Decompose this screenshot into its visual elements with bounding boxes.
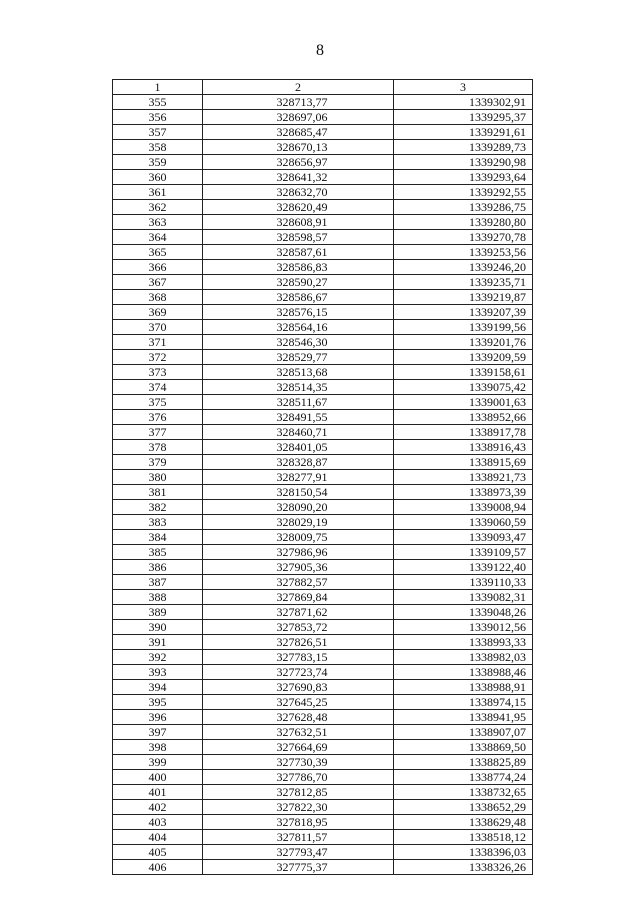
table-body	[113, 95, 533, 875]
y-coordinate-cell: 1339082,31	[394, 590, 533, 605]
x-coordinate-cell: 328598,57	[203, 230, 394, 245]
y-coordinate-cell: 1338326,26	[394, 860, 533, 875]
point-number-cell: 366	[113, 260, 203, 275]
x-coordinate-cell: 328685,47	[203, 125, 394, 140]
y-coordinate-cell: 1338921,73	[394, 470, 533, 485]
table-row	[113, 110, 533, 125]
column-header-point: 1	[113, 80, 203, 95]
point-number-cell: 382	[113, 500, 203, 515]
point-number-cell: 373	[113, 365, 203, 380]
table-row	[113, 650, 533, 665]
point-number-cell: 404	[113, 830, 203, 845]
table-row	[113, 785, 533, 800]
header-row	[113, 80, 533, 95]
x-coordinate-cell: 328514,35	[203, 380, 394, 395]
x-coordinate-cell: 327853,72	[203, 620, 394, 635]
table-row	[113, 380, 533, 395]
x-coordinate-cell: 328513,68	[203, 365, 394, 380]
x-coordinate-cell: 327664,69	[203, 740, 394, 755]
y-coordinate-cell: 1339219,87	[394, 290, 533, 305]
table-row	[113, 470, 533, 485]
point-number-cell: 372	[113, 350, 203, 365]
table-row	[113, 680, 533, 695]
y-coordinate-cell: 1338973,39	[394, 485, 533, 500]
point-number-cell: 387	[113, 575, 203, 590]
y-coordinate-cell: 1338988,91	[394, 680, 533, 695]
table-row	[113, 260, 533, 275]
y-coordinate-cell: 1338982,03	[394, 650, 533, 665]
point-number-cell: 368	[113, 290, 203, 305]
y-coordinate-cell: 1339008,94	[394, 500, 533, 515]
x-coordinate-cell: 328586,67	[203, 290, 394, 305]
x-coordinate-cell: 328150,54	[203, 485, 394, 500]
table-row	[113, 425, 533, 440]
y-coordinate-cell: 1339235,71	[394, 275, 533, 290]
x-coordinate-cell: 327812,85	[203, 785, 394, 800]
table-row	[113, 830, 533, 845]
y-coordinate-cell: 1338825,89	[394, 755, 533, 770]
x-coordinate-cell: 327793,47	[203, 845, 394, 860]
y-coordinate-cell: 1338917,78	[394, 425, 533, 440]
table-row	[113, 725, 533, 740]
column-header-x: 2	[203, 80, 394, 95]
point-number-cell: 405	[113, 845, 203, 860]
y-coordinate-cell: 1338774,24	[394, 770, 533, 785]
table-row	[113, 395, 533, 410]
x-coordinate-cell: 327986,96	[203, 545, 394, 560]
point-number-cell: 377	[113, 425, 203, 440]
point-number-cell: 364	[113, 230, 203, 245]
y-coordinate-cell: 1338518,12	[394, 830, 533, 845]
point-number-cell: 367	[113, 275, 203, 290]
point-number-cell: 403	[113, 815, 203, 830]
x-coordinate-cell: 328090,20	[203, 500, 394, 515]
point-number-cell: 363	[113, 215, 203, 230]
point-number-cell: 381	[113, 485, 203, 500]
x-coordinate-cell: 328670,13	[203, 140, 394, 155]
x-coordinate-cell: 327822,30	[203, 800, 394, 815]
point-number-cell: 391	[113, 635, 203, 650]
table-row	[113, 635, 533, 650]
point-number-cell: 362	[113, 200, 203, 215]
y-coordinate-cell: 1339289,73	[394, 140, 533, 155]
point-number-cell: 365	[113, 245, 203, 260]
point-number-cell: 406	[113, 860, 203, 875]
point-number-cell: 390	[113, 620, 203, 635]
y-coordinate-cell: 1338952,66	[394, 410, 533, 425]
table-row	[113, 500, 533, 515]
y-coordinate-cell: 1339302,91	[394, 95, 533, 110]
x-coordinate-cell: 328620,49	[203, 200, 394, 215]
point-number-cell: 401	[113, 785, 203, 800]
x-coordinate-cell: 328632,70	[203, 185, 394, 200]
y-coordinate-cell: 1339286,75	[394, 200, 533, 215]
x-coordinate-cell: 327775,37	[203, 860, 394, 875]
point-number-cell: 361	[113, 185, 203, 200]
table-row	[113, 320, 533, 335]
point-number-cell: 358	[113, 140, 203, 155]
table-row	[113, 335, 533, 350]
point-number-cell: 359	[113, 155, 203, 170]
y-coordinate-cell: 1338916,43	[394, 440, 533, 455]
point-number-cell: 388	[113, 590, 203, 605]
point-number-cell: 389	[113, 605, 203, 620]
x-coordinate-cell: 327871,62	[203, 605, 394, 620]
x-coordinate-cell: 327786,70	[203, 770, 394, 785]
x-coordinate-cell: 327869,84	[203, 590, 394, 605]
x-coordinate-cell: 328656,97	[203, 155, 394, 170]
table-row	[113, 155, 533, 170]
table-row	[113, 800, 533, 815]
point-number-cell: 380	[113, 470, 203, 485]
point-number-cell: 374	[113, 380, 203, 395]
y-coordinate-cell: 1338732,65	[394, 785, 533, 800]
point-number-cell: 379	[113, 455, 203, 470]
table-row	[113, 530, 533, 545]
table-row	[113, 575, 533, 590]
x-coordinate-cell: 328713,77	[203, 95, 394, 110]
y-coordinate-cell: 1339048,26	[394, 605, 533, 620]
y-coordinate-cell: 1339253,56	[394, 245, 533, 260]
x-coordinate-cell: 327690,83	[203, 680, 394, 695]
point-number-cell: 394	[113, 680, 203, 695]
point-number-cell: 370	[113, 320, 203, 335]
table-row	[113, 215, 533, 230]
y-coordinate-cell: 1338974,15	[394, 695, 533, 710]
table-row	[113, 815, 533, 830]
table-row	[113, 290, 533, 305]
point-number-cell: 385	[113, 545, 203, 560]
table-row	[113, 485, 533, 500]
table-row	[113, 740, 533, 755]
point-number-cell: 371	[113, 335, 203, 350]
point-number-cell: 400	[113, 770, 203, 785]
point-number-cell: 355	[113, 95, 203, 110]
x-coordinate-cell: 328401,05	[203, 440, 394, 455]
y-coordinate-cell: 1339122,40	[394, 560, 533, 575]
y-coordinate-cell: 1339158,61	[394, 365, 533, 380]
x-coordinate-cell: 327818,95	[203, 815, 394, 830]
x-coordinate-cell: 328460,71	[203, 425, 394, 440]
table-row	[113, 860, 533, 875]
x-coordinate-cell: 327645,25	[203, 695, 394, 710]
point-number-cell: 375	[113, 395, 203, 410]
table-header	[113, 80, 533, 95]
y-coordinate-cell: 1338941,95	[394, 710, 533, 725]
point-number-cell: 386	[113, 560, 203, 575]
x-coordinate-cell: 328586,83	[203, 260, 394, 275]
point-number-cell: 384	[113, 530, 203, 545]
x-coordinate-cell: 328511,67	[203, 395, 394, 410]
point-number-cell: 378	[113, 440, 203, 455]
x-coordinate-cell: 327632,51	[203, 725, 394, 740]
table-row	[113, 170, 533, 185]
x-coordinate-cell: 328546,30	[203, 335, 394, 350]
table-row	[113, 305, 533, 320]
y-coordinate-cell: 1339075,42	[394, 380, 533, 395]
y-coordinate-cell: 1339291,61	[394, 125, 533, 140]
column-header-y: 3	[394, 80, 533, 95]
y-coordinate-cell: 1338907,07	[394, 725, 533, 740]
y-coordinate-cell: 1339246,20	[394, 260, 533, 275]
table-row	[113, 245, 533, 260]
x-coordinate-cell: 328564,16	[203, 320, 394, 335]
y-coordinate-cell: 1339280,80	[394, 215, 533, 230]
table-row	[113, 410, 533, 425]
table-row	[113, 455, 533, 470]
y-coordinate-cell: 1338988,46	[394, 665, 533, 680]
table-row	[113, 845, 533, 860]
point-number-cell: 397	[113, 725, 203, 740]
table-row	[113, 710, 533, 725]
coordinates-table	[112, 79, 533, 875]
y-coordinate-cell: 1338993,33	[394, 635, 533, 650]
y-coordinate-cell: 1339109,57	[394, 545, 533, 560]
x-coordinate-cell: 328587,61	[203, 245, 394, 260]
point-number-cell: 393	[113, 665, 203, 680]
x-coordinate-cell: 328491,55	[203, 410, 394, 425]
y-coordinate-cell: 1339201,76	[394, 335, 533, 350]
x-coordinate-cell: 327730,39	[203, 755, 394, 770]
y-coordinate-cell: 1339093,47	[394, 530, 533, 545]
y-coordinate-cell: 1338869,50	[394, 740, 533, 755]
x-coordinate-cell: 328328,87	[203, 455, 394, 470]
x-coordinate-cell: 328641,32	[203, 170, 394, 185]
point-number-cell: 369	[113, 305, 203, 320]
x-coordinate-cell: 327826,51	[203, 635, 394, 650]
table-row	[113, 140, 533, 155]
y-coordinate-cell: 1339060,59	[394, 515, 533, 530]
y-coordinate-cell: 1339001,63	[394, 395, 533, 410]
x-coordinate-cell: 327628,48	[203, 710, 394, 725]
x-coordinate-cell: 327811,57	[203, 830, 394, 845]
table-row	[113, 350, 533, 365]
x-coordinate-cell: 328277,91	[203, 470, 394, 485]
x-coordinate-cell: 327882,57	[203, 575, 394, 590]
page-number: 8	[316, 42, 324, 59]
table-row	[113, 755, 533, 770]
x-coordinate-cell: 328576,15	[203, 305, 394, 320]
y-coordinate-cell: 1339292,55	[394, 185, 533, 200]
point-number-cell: 395	[113, 695, 203, 710]
y-coordinate-cell: 1338629,48	[394, 815, 533, 830]
x-coordinate-cell: 328029,19	[203, 515, 394, 530]
table-row	[113, 695, 533, 710]
table-row	[113, 185, 533, 200]
y-coordinate-cell: 1339199,56	[394, 320, 533, 335]
point-number-cell: 402	[113, 800, 203, 815]
point-number-cell: 392	[113, 650, 203, 665]
y-coordinate-cell: 1339293,64	[394, 170, 533, 185]
y-coordinate-cell: 1339295,37	[394, 110, 533, 125]
table-row	[113, 200, 533, 215]
table-row	[113, 620, 533, 635]
point-number-cell: 396	[113, 710, 203, 725]
y-coordinate-cell: 1339270,78	[394, 230, 533, 245]
y-coordinate-cell: 1339209,59	[394, 350, 533, 365]
x-coordinate-cell: 328009,75	[203, 530, 394, 545]
point-number-cell: 360	[113, 170, 203, 185]
x-coordinate-cell: 328608,91	[203, 215, 394, 230]
table-row	[113, 770, 533, 785]
table-row	[113, 560, 533, 575]
point-number-cell: 398	[113, 740, 203, 755]
y-coordinate-cell: 1338396,03	[394, 845, 533, 860]
x-coordinate-cell: 327783,15	[203, 650, 394, 665]
point-number-cell: 399	[113, 755, 203, 770]
table-row	[113, 440, 533, 455]
y-coordinate-cell: 1339207,39	[394, 305, 533, 320]
table-row	[113, 275, 533, 290]
table-row	[113, 665, 533, 680]
table-row	[113, 590, 533, 605]
table-row	[113, 95, 533, 110]
y-coordinate-cell: 1339012,56	[394, 620, 533, 635]
point-number-cell: 383	[113, 515, 203, 530]
x-coordinate-cell: 328697,06	[203, 110, 394, 125]
x-coordinate-cell: 328529,77	[203, 350, 394, 365]
y-coordinate-cell: 1339290,98	[394, 155, 533, 170]
table-row	[113, 515, 533, 530]
y-coordinate-cell: 1338915,69	[394, 455, 533, 470]
x-coordinate-cell: 327905,36	[203, 560, 394, 575]
table-row	[113, 545, 533, 560]
table-row	[113, 230, 533, 245]
point-number-cell: 357	[113, 125, 203, 140]
x-coordinate-cell: 328590,27	[203, 275, 394, 290]
x-coordinate-cell: 327723,74	[203, 665, 394, 680]
table-row	[113, 125, 533, 140]
point-number-cell: 376	[113, 410, 203, 425]
y-coordinate-cell: 1338652,29	[394, 800, 533, 815]
y-coordinate-cell: 1339110,33	[394, 575, 533, 590]
point-number-cell: 356	[113, 110, 203, 125]
table-row	[113, 365, 533, 380]
table-row	[113, 605, 533, 620]
